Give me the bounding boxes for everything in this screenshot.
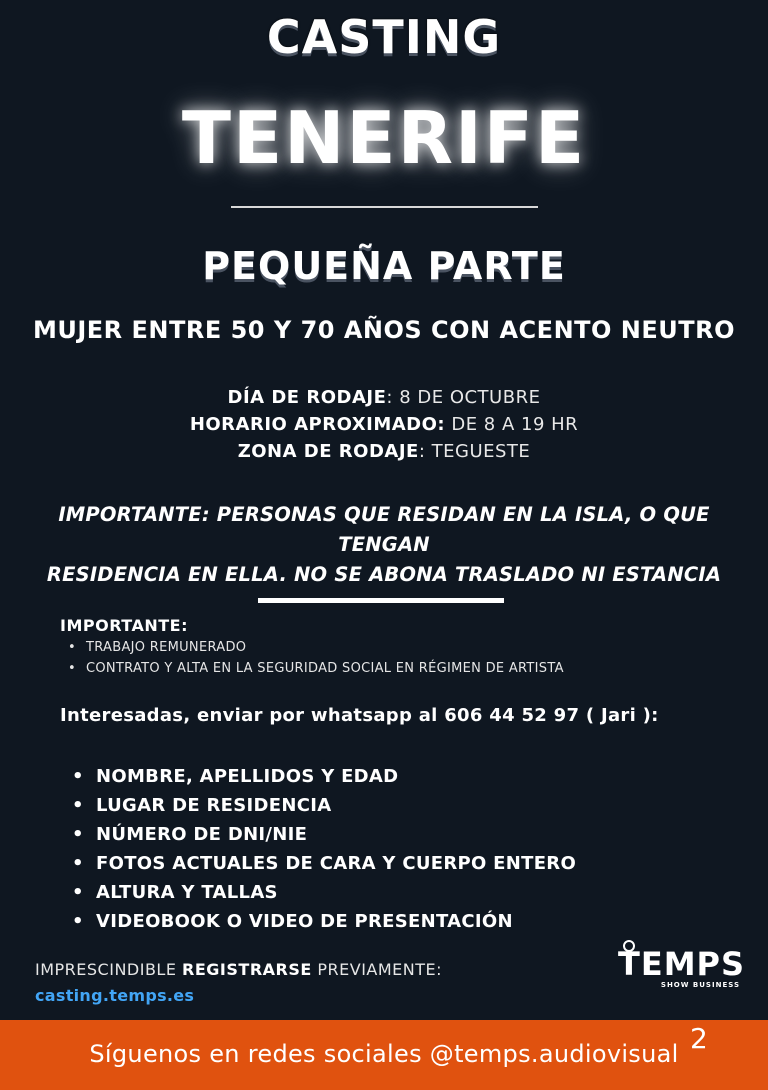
shoot-zone (0, 438, 768, 465)
registration-link[interactable]: casting.temps.es (35, 986, 195, 1005)
list-item: • NOMBRE, APELLIDOS Y EDAD (72, 762, 576, 791)
logo-tagline: SHOW BUSINESS (660, 981, 740, 989)
divider-thin (231, 206, 538, 208)
importante-list (60, 637, 740, 679)
social-footer (0, 1020, 768, 1090)
city-title: TENERIFE (181, 96, 587, 180)
logo-wordmark: TEMPS (618, 945, 746, 983)
list-item: • LUGAR DE RESIDENCIA (72, 791, 576, 820)
residency-notice (20, 500, 748, 590)
shoot-details (0, 384, 768, 465)
shoot-day (0, 384, 768, 411)
requirements-list (72, 762, 576, 936)
logo-circle-icon (623, 940, 635, 952)
temps-logo (618, 945, 746, 989)
page-number: 2 (690, 1022, 708, 1055)
shoot-hours (0, 411, 768, 438)
contact-instructions: Interesadas, enviar por whatsapp al 606 44 52 97 ( Jari ): (60, 705, 659, 726)
registration-bold: REGISTRARSE (182, 960, 312, 979)
shoot-day-value: : 8 DE OCTUBRE (386, 387, 541, 408)
importante-block (60, 616, 740, 679)
divider-thick (258, 598, 504, 603)
social-handle-text[interactable]: Síguenos en redes sociales @temps.audiovisual (89, 1040, 679, 1068)
registration-suffix: PREVIAMENTE: (311, 960, 443, 979)
list-item: • VIDEOBOOK O VIDEO DE PRESENTACIÓN (72, 907, 576, 936)
registration-prefix: IMPRESCINDIBLE (35, 960, 183, 979)
list-item: • ALTURA Y TALLAS (72, 878, 576, 907)
registration-note (35, 960, 442, 979)
shoot-zone-value: : TEGUESTE (418, 441, 531, 462)
role-title: PEQUEÑA PARTE (202, 244, 566, 288)
profile-description: MUJER ENTRE 50 Y 70 AÑOS CON ACENTO NEUTRO (32, 316, 736, 344)
shoot-hours-label: HORARIO APROXIMADO: (189, 414, 446, 435)
residency-notice-line2: RESIDENCIA EN ELLA. NO SE ABONA TRASLADO NI ESTANCIA (46, 563, 722, 586)
list-item: • TRABAJO REMUNERADO (68, 637, 740, 658)
importante-heading: IMPORTANTE: (60, 616, 188, 635)
shoot-day-label: DÍA DE RODAJE (227, 387, 387, 408)
residency-notice-line1: IMPORTANTE: PERSONAS QUE RESIDAN EN LA ISLA, O QUE TENGAN (58, 503, 710, 556)
shoot-hours-value: DE 8 A 19 HR (445, 414, 579, 435)
list-item: • FOTOS ACTUALES DE CARA Y CUERPO ENTERO (72, 849, 576, 878)
casting-title: CASTING (266, 10, 502, 64)
list-item: • NÚMERO DE DNI/NIE (72, 820, 576, 849)
list-item: • CONTRATO Y ALTA EN LA SEGURIDAD SOCIAL EN RÉGIMEN DE ARTISTA (68, 658, 740, 679)
shoot-zone-label: ZONA DE RODAJE (237, 441, 419, 462)
